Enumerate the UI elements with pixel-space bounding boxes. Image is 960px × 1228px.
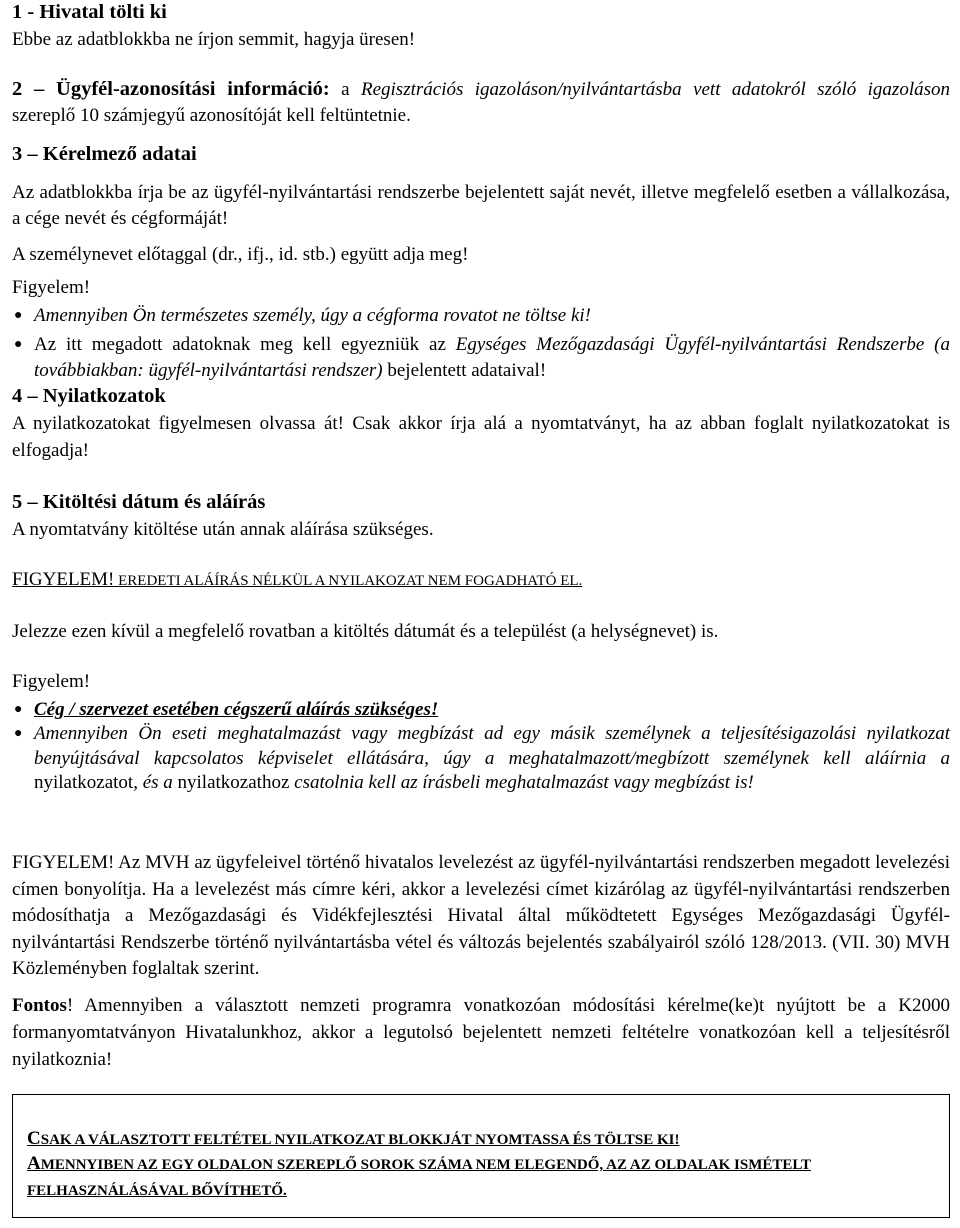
section-5-text: A nyomtatvány kitöltése után annak aláírása szükséges. [12, 519, 434, 540]
section-4-title: 4 – Nyilatkozatok [12, 385, 166, 407]
section-3-p1: Az adatblokkba írja be az ügyfél-nyilvántartási rendszerbe bejelentett saját nevét, illetve megfelelő esetben a vállalkozása, a cége nevét és cégformáját! [12, 182, 950, 229]
bullet-icon: ● [14, 308, 23, 323]
notice-line-2: AMENNYIBEN AZ EGY OLDALON SZEREPLŐ SOROK SZÁMA NEM ELEGENDŐ, AZ AZ OLDALAK ISMÉTELT FELHASZNÁLÁSÁVAL BŐVÍTHETŐ. [27, 1153, 812, 1199]
section-3-bullet-2: ● Az itt megadott adatoknak meg kell egyezniük az Egységes Mezőgazdasági Ügyfél-nyilvántartási Rendszerbe (a továbbiakban: ügyfél-nyilvántartási rendszer) bejelentett adataival! [14, 334, 950, 381]
section-4-text: A nyilatkozatokat figyelmesen olvassa át! Csak akkor írja alá a nyomtatványt, ha az abban foglalt nyilatkozatokat is elfogadja! [12, 413, 950, 461]
section-5-date-text: Jelezze ezen kívül a megfelelő rovatban a kitöltés dátumát és a települést (a helységnevet) is. [12, 621, 719, 642]
bullet-icon: ● [14, 337, 23, 352]
bullet-icon: ● [14, 726, 23, 741]
section-5-title: 5 – Kitöltési dátum és aláírás [12, 491, 266, 513]
section-5-bullet-1: ● Cég / szervezet esetében cégszerű aláírás szükséges! [14, 699, 439, 720]
section-5-bullet-2: ● Amennyiben Ön eseti meghatalmazást vagy megbízást ad egy másik személynek a teljesítésigazolási nyilatkozat benyújtásával kapcsolatos képviselet ellátására, úgy a meghatalmazott/megbízott személynek kell aláírnia a nyilatkozatot, és a nyilatkozathoz csatolnia kell az írásbeli meghatalmazást vagy megbízást is! [14, 723, 950, 793]
bullet-icon: ● [14, 702, 23, 717]
section-2-title: 2 – Ügyfél-azonosítási információ: [12, 78, 330, 100]
notice-box [12, 1094, 950, 1218]
fontos-label: Fontos [12, 995, 67, 1016]
section-2: 2 – Ügyfél-azonosítási információ: a Regisztrációs igazoláson/nyilvántartásba vett adatokról szóló igazoláson szereplő 10 számjegyű azonosítóját kell feltüntetnie. [12, 78, 950, 126]
mvh-label: FIGYELEM! [12, 852, 115, 873]
section-3-p2: A személynevet előtaggal (dr., ifj., id. stb.) együtt adja meg! [12, 244, 469, 265]
section-5-warning: FIGYELEM! EREDETI ALÁÍRÁS NÉLKÜL A NYILAKOZAT NEM FOGADHATÓ EL. [12, 569, 583, 590]
fontos-paragraph: Fontos! Amennyiben a választott nemzeti programra vonatkozóan módosítási kérelme(ke)t nyújtott be a K2000 formanyomtatványon Hivatalunkhoz, akkor a legutolsó bejelentett nemzeti feltételre vonatkozóan kell a teljesítésről nyilatkoznia! [12, 995, 950, 1070]
section-5-attention: Figyelem! [12, 671, 91, 692]
section-1-text: Ebbe az adatblokkba ne írjon semmit, hagyja üresen! [12, 29, 416, 50]
section-3-attention: Figyelem! [12, 277, 91, 298]
section-3-bullet-1: ● Amennyiben Ön természetes személy, úgy a cégforma rovatot ne töltse ki! [14, 305, 592, 326]
section-1-title: 1 - Hivatal tölti ki [12, 1, 167, 23]
mvh-paragraph: FIGYELEM! Az MVH az ügyfeleivel történő hivatalos levelezést az ügyfél-nyilvántartási rendszerben megadott levelezési címen bonyolítja. Ha a levelezést más címre kéri, akkor a levelezési címet kizárólag az ügyfél-nyilvántartási rendszerben módosíthatja a Mezőgazdasági és Vidékfejlesztési Hivatal által működtetett Egységes Mezőgazdasági Ügyfél-nyilvántartási Rendszerbe történő nyilvántartásba vétel és változás bejelentés szabályairól szóló 128/2013. (VII. 30) MVH Közleményben foglaltak szerint. [12, 852, 950, 979]
notice-line-1: CSAK A VÁLASZTOTT FELTÉTEL NYILATKOZAT BLOKKJÁT NYOMTASSA ÉS TÖLTSE KI! [27, 1128, 680, 1149]
section-2-italic: Regisztrációs igazoláson/nyilvántartásba vett adatokról szóló igazoláson [360, 79, 950, 100]
section-3-title: 3 – Kérelmező adatai [12, 143, 197, 165]
